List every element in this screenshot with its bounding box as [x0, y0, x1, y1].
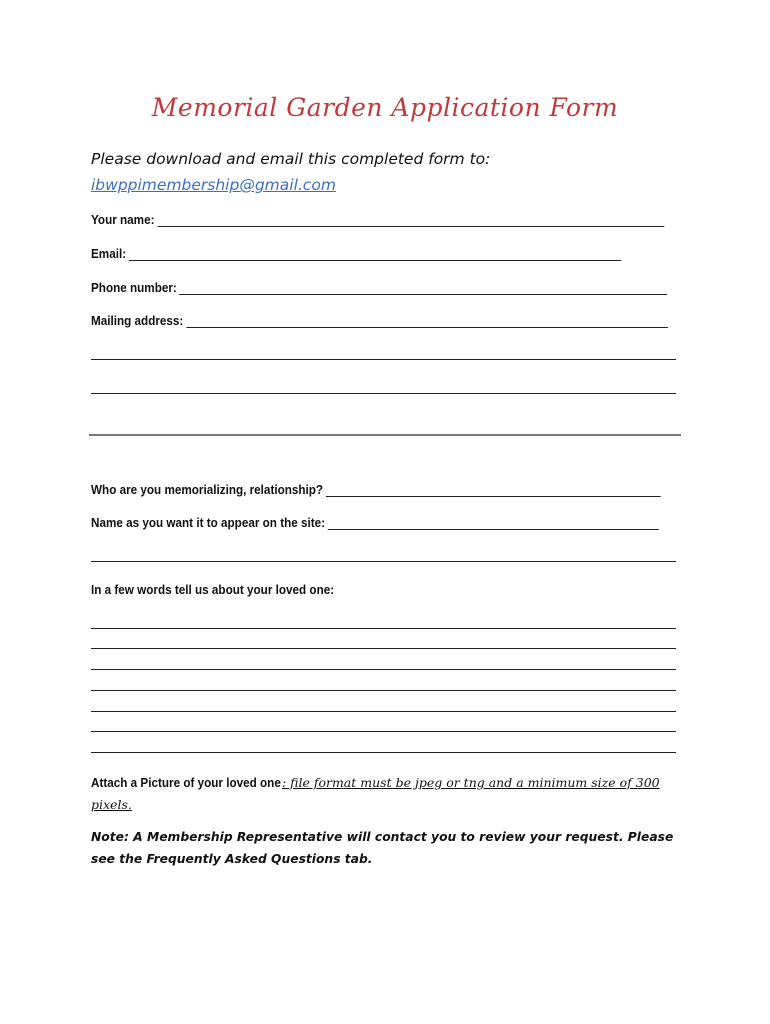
about-line-4[interactable]	[91, 690, 676, 691]
memorializing-line[interactable]	[326, 484, 661, 497]
email-field[interactable]	[91, 246, 621, 261]
email-line[interactable]	[129, 248, 621, 261]
email-link[interactable]: ibwppimembership@gmail.com	[91, 176, 336, 194]
form-title: Memorial Garden Application Form	[151, 93, 619, 122]
attach-label: Attach a Picture of your loved one	[91, 775, 281, 790]
mailing-address-field[interactable]	[91, 313, 668, 328]
about-field	[91, 582, 334, 597]
attach-picture-text	[91, 772, 671, 816]
phone-field[interactable]	[91, 280, 667, 295]
about-line-2[interactable]	[91, 648, 676, 649]
mailing-address-line-2[interactable]	[91, 359, 676, 360]
about-line-7[interactable]	[91, 752, 676, 753]
attach-detail: : file format must be jpeg or tng and a minimum size of 300 pixels.	[91, 775, 660, 812]
email-label: Email:	[91, 246, 127, 261]
site-name-field[interactable]	[91, 515, 659, 530]
mailing-address-label: Mailing address:	[91, 313, 184, 328]
intro-text: Please download and email this completed form to:	[91, 150, 491, 168]
phone-label: Phone number:	[91, 280, 177, 295]
note-text: Note: A Membership Representative will contact you to review your request. Please see the Frequently Asked Questions tab.	[91, 830, 674, 866]
about-line-3[interactable]	[91, 669, 676, 670]
about-line-6[interactable]	[91, 731, 676, 732]
site-name-line[interactable]	[328, 517, 659, 530]
your-name-field[interactable]	[91, 212, 664, 227]
memorializing-label: Who are you memorializing, relationship?	[91, 482, 324, 497]
memorializing-field[interactable]	[91, 482, 661, 497]
your-name-label: Your name:	[91, 212, 155, 227]
about-line-5[interactable]	[91, 711, 676, 712]
mailing-address-line[interactable]	[186, 315, 668, 328]
site-name-label: Name as you want it to appear on the site:	[91, 515, 326, 530]
site-name-line-2[interactable]	[91, 561, 676, 562]
phone-line[interactable]	[180, 282, 668, 295]
mailing-address-line-3[interactable]	[91, 393, 676, 394]
about-line-1[interactable]	[91, 628, 676, 629]
your-name-line[interactable]	[157, 214, 664, 227]
section-divider	[89, 434, 681, 436]
about-label: In a few words tell us about your loved one:	[91, 582, 335, 597]
